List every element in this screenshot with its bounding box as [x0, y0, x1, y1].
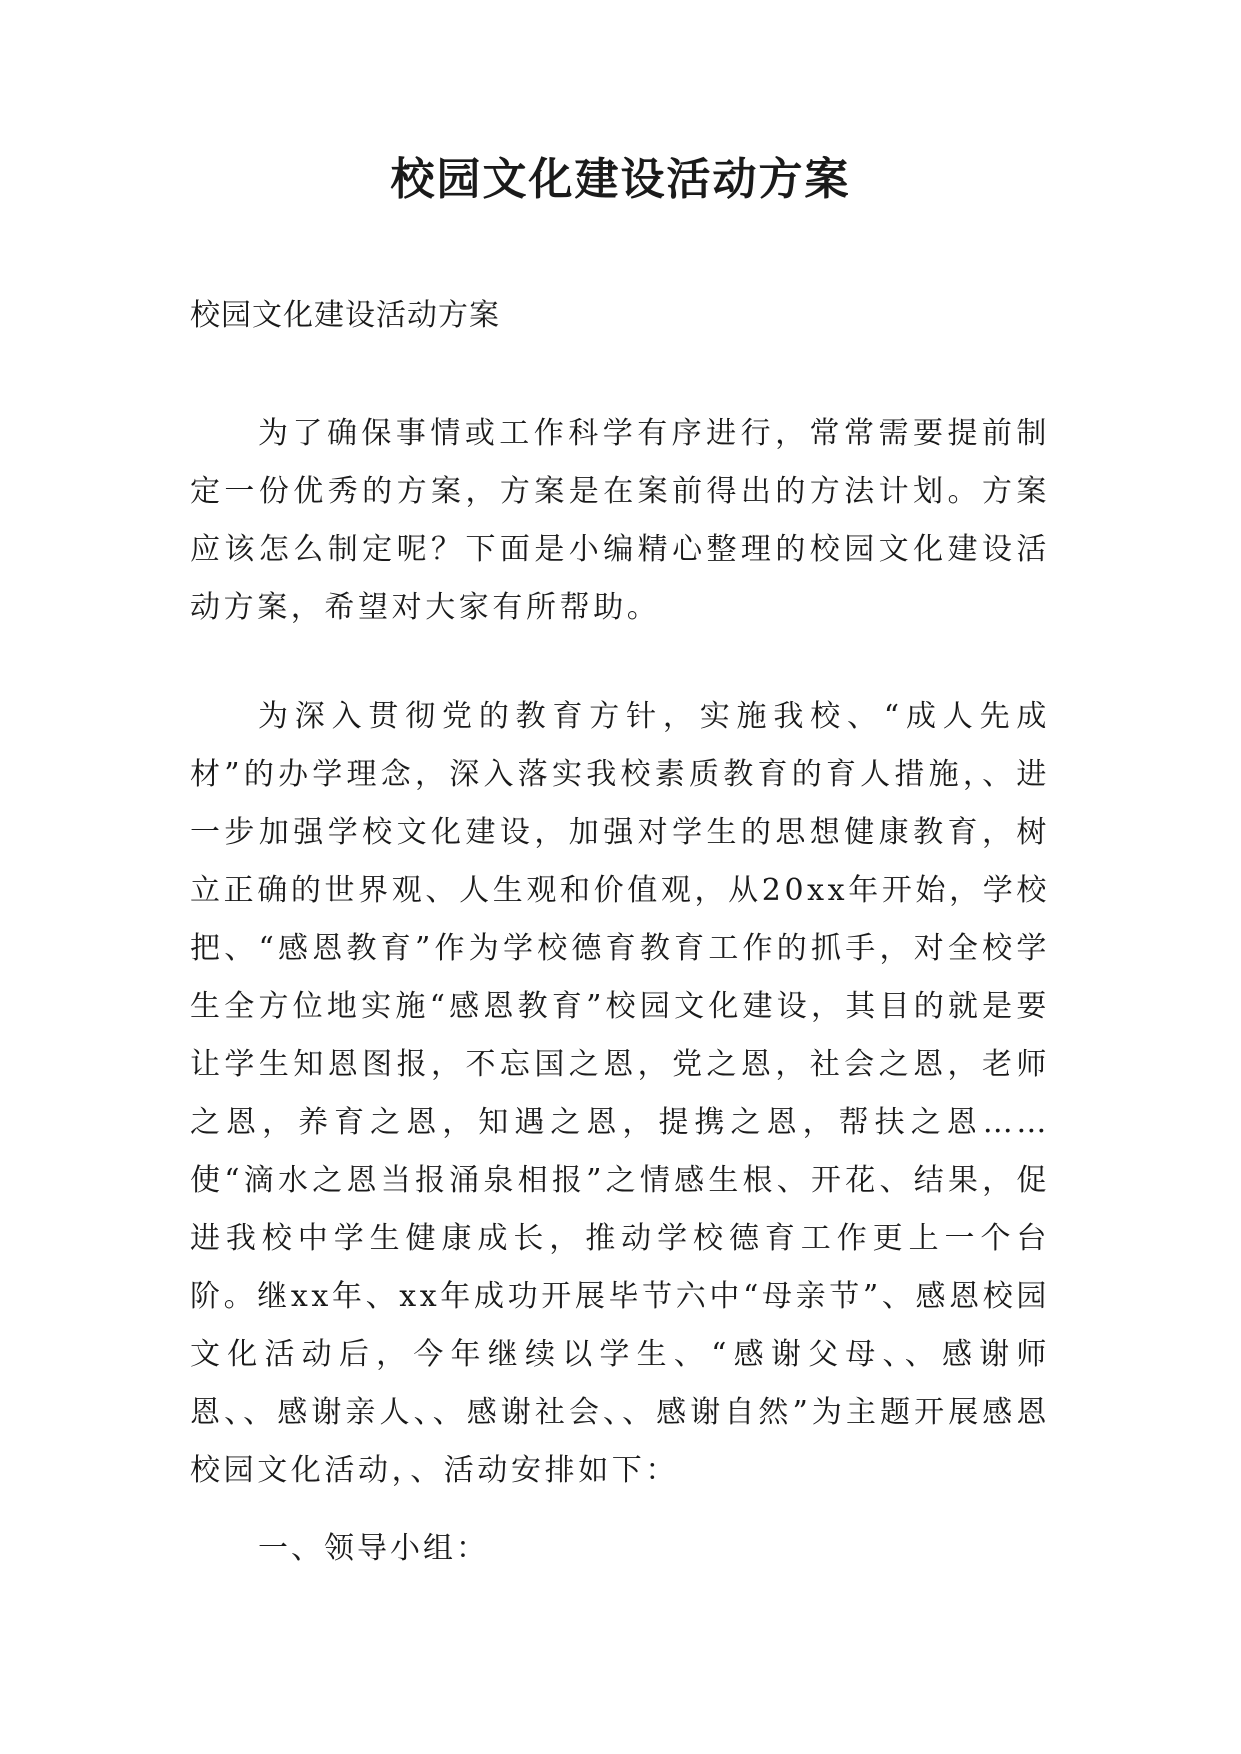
section-heading-leadership-group: 一、领导小组：: [258, 1531, 489, 1566]
intro-paragraph: 为了确保事情或工作科学有序进行，常常需要提前制定一份优秀的方案，方案是在案前得出的方法计划。方案应该怎么制定呢？下面是小编精心整理的校园文化建设活动方案，希望对大家有所帮助。: [190, 416, 1050, 625]
document-subtitle: 校园文化建设活动方案: [190, 298, 500, 333]
body-paragraph: 为深入贯彻党的教育方针，实施我校、“成人先成材”的办学理念，深入落实我校素质教育的育人措施，、进一步加强学校文化建设，加强对学生的思想健康教育，树立正确的世界观、人生观和价值观，从20xx年开始，学校把、“感恩教育”作为学校德育教育工作的抓手，对全校学生全方位地实施“感恩教育”校园文化建设，其目的就是要让学生知恩图报，不忘国之恩，党之恩，社会之恩，老师之恩，养育之恩，知遇之恩，提携之恩，帮扶之恩……使“滴水之恩当报涌泉相报”之情感生根、开花、结果，促进我校中学生健康成长，推动学校德育工作更上一个台阶。继xx年、xx年成功开展毕节六中“母亲节”、感恩校园文化活动后，今年继续以学生、“感谢父母、、感谢师恩、、感谢亲人、、感谢社会、、感谢自然”为主题开展感恩校园文化活动，、活动安排如下：: [190, 699, 1050, 1488]
document-title: 校园文化建设活动方案: [390, 154, 851, 205]
